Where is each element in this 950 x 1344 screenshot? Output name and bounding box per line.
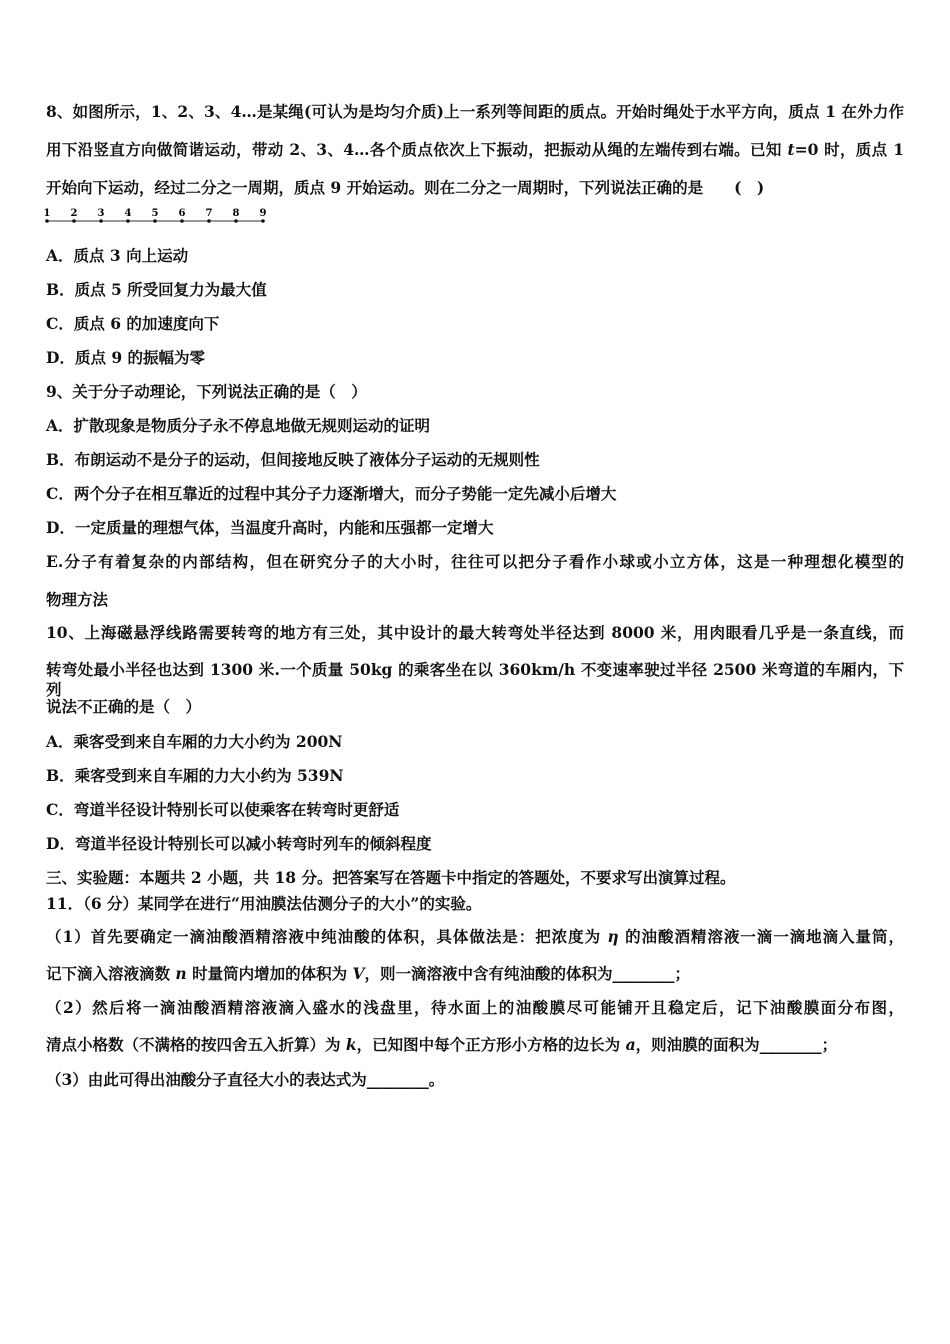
rope-point: [207, 219, 211, 223]
q11-stem: 11．（6 分）某同学在进行“用油膜法估测分子的大小”的实验。: [46, 894, 482, 913]
q9-option-c: C．两个分子在相互靠近的过程中其分子力逐渐增大，而分子势能一定先减小后增大: [46, 484, 617, 503]
rope-point-label: 4: [124, 208, 132, 219]
rope-point: [180, 219, 184, 223]
q11-part2-line2: 清点小格数（不满格的按四舍五入折算）为 k，已知图中每个正方形小方格的边长为 a，则油膜的面积为________；: [46, 1035, 838, 1054]
rope-point: [99, 219, 103, 223]
q10-stem-line3: 说法不正确的是（ ）: [46, 697, 202, 716]
q8-option-d: D．质点 9 的振幅为零: [46, 348, 206, 367]
q11-part1-line2: 记下滴入溶液滴数 n 时量筒内增加的体积为 V，则一滴溶液中含有纯油酸的体积为________；: [46, 964, 691, 983]
rope-point: [126, 219, 130, 223]
rope-point: [153, 219, 157, 223]
q10-stem-line2: 转弯处最小半径也达到 1300 米.一个质量 50kg 的乘客坐在以 360km/h 不变速率驶过半径 2500 米弯道的车厢内，下列: [46, 660, 904, 699]
q8-stem-line3: 开始向下运动，经过二分之一周期，质点 9 开始运动。则在二分之一周期时，下列说法正确的是 ( ): [46, 178, 765, 197]
q10-option-d: D．弯道半径设计特别长可以减小转弯时列车的倾斜程度: [46, 834, 432, 853]
q9-option-a: A．扩散现象是物质分子永不停息地做无规则运动的证明: [46, 416, 431, 435]
q10-option-c: C．弯道半径设计特别长可以使乘客在转弯时更舒适: [46, 800, 400, 819]
rope-point: [261, 219, 265, 223]
q10-option-a: A．乘客受到来自车厢的力大小约为 200N: [46, 732, 343, 751]
q9-option-e-line1: E.分子有着复杂的内部结构，但在研究分子的大小时，往往可以把分子看作小球或小立方体，这是一种理想化模型的: [46, 552, 904, 571]
q8-option-a: A．质点 3 向上运动: [46, 246, 189, 265]
q11-part1-line1: （1）首先要确定一滴油酸酒精溶液中纯油酸的体积，具体做法是：把浓度为 η 的油酸酒精溶液一滴一滴地滴入量筒，: [46, 927, 904, 946]
section-three-heading: 三、实验题：本题共 2 小题，共 18 分。把答案写在答题卡中指定的答题处，不要求写出演算过程。: [46, 868, 736, 887]
q11-part3: （3）由此可得出油酸分子直径大小的表达式为________。: [46, 1070, 445, 1089]
q8-option-c: C．质点 6 的加速度向下: [46, 314, 220, 333]
rope-point-label: 9: [259, 208, 267, 219]
rope-point-label: 1: [43, 208, 51, 219]
rope-point-label: 6: [178, 208, 186, 219]
rope-point-label: 8: [232, 208, 240, 219]
q9-option-e-line2: 物理方法: [46, 590, 109, 609]
rope-point: [45, 219, 49, 223]
q8-stem-line2: 用下沿竖直方向做简谐运动，带动 2、3、4…各个质点依次上下振动，把振动从绳的左端传到右端。已知 t=0 时，质点 1: [46, 140, 904, 159]
rope-point-label: 3: [97, 208, 105, 219]
q9-option-d: D．一定质量的理想气体，当温度升高时，内能和压强都一定增大: [46, 518, 494, 537]
rope-point-label: 7: [205, 208, 213, 219]
q8-option-b: B．质点 5 所受回复力为最大值: [46, 280, 267, 299]
q10-option-b: B．乘客受到来自车厢的力大小约为 539N: [46, 766, 344, 785]
q10-stem-line1: 10、上海磁悬浮线路需要转弯的地方有三处，其中设计的最大转弯处半径达到 8000 米，用肉眼看几乎是一条直线，而: [46, 623, 904, 642]
rope-diagram: [40, 205, 280, 227]
q9-option-b: B．布朗运动不是分子的运动，但间接地反映了液体分子运动的无规则性: [46, 450, 540, 469]
q8-stem-line1: 8、如图所示，1、2、3、4…是某绳(可认为是均匀介质)上一系列等间距的质点。开始时绳处于水平方向，质点 1 在外力作: [46, 102, 904, 121]
rope-point-label: 5: [151, 208, 159, 219]
rope-point: [72, 219, 76, 223]
rope-point: [234, 219, 238, 223]
q9-stem: 9、关于分子动理论，下列说法正确的是（ ）: [46, 382, 367, 401]
q11-part2-line1: （2）然后将一滴油酸酒精溶液滴入盛水的浅盘里，待水面上的油酸膜尽可能铺开且稳定后，记下油酸膜面分布图，: [46, 998, 904, 1017]
rope-point-label: 2: [70, 208, 78, 219]
